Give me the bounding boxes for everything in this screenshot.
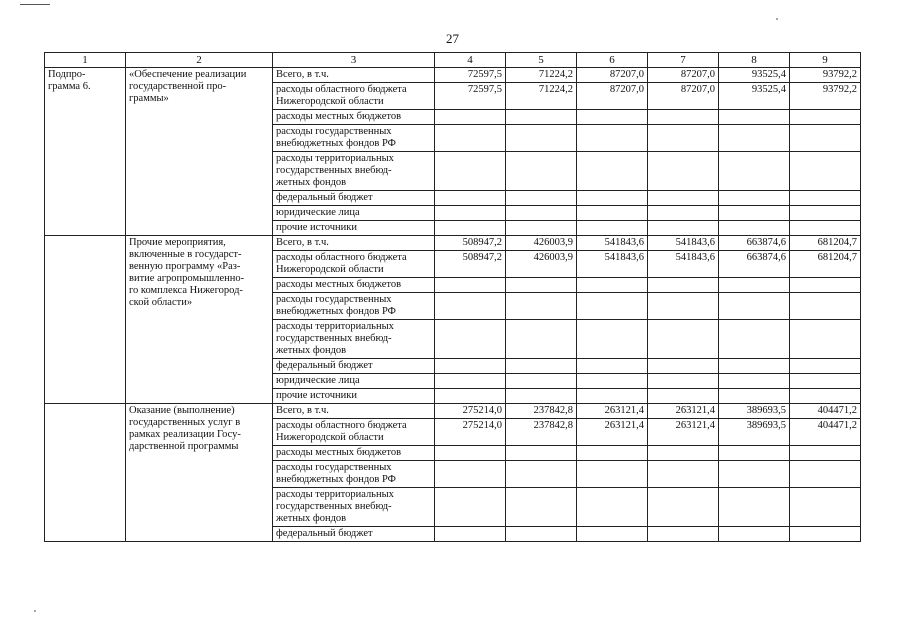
value-cell [719,110,790,125]
value-cell [719,374,790,389]
value-cell: 71224,2 [506,68,577,83]
value-cell [648,374,719,389]
value-cell [790,191,861,206]
value-cell [790,320,861,359]
column-header: 4 [435,53,506,68]
value-cell: 404471,2 [790,419,861,446]
value-cell: 237842,8 [506,404,577,419]
value-cell [506,125,577,152]
page-number: 27 [446,31,459,46]
value-cell [506,110,577,125]
value-cell: 263121,4 [577,419,648,446]
value-cell: 663874,6 [719,236,790,251]
value-cell: 87207,0 [648,83,719,110]
value-cell [648,527,719,542]
value-cell [790,152,861,191]
value-cell [506,221,577,236]
funding-source-cell: федеральный бюджет [273,191,435,206]
funding-source-cell: расходы местных бюджетов [273,278,435,293]
value-cell: 93792,2 [790,83,861,110]
value-cell [719,320,790,359]
top-rule [20,4,50,5]
funding-source-cell: федеральный бюджет [273,527,435,542]
program-name-cell: «Обеспечение реализации государственной про- граммы» [126,68,273,236]
value-cell: 275214,0 [435,419,506,446]
value-cell [577,374,648,389]
value-cell [648,191,719,206]
value-cell: 263121,4 [577,404,648,419]
value-cell [790,293,861,320]
value-cell [790,389,861,404]
value-cell: 93792,2 [790,68,861,83]
value-cell [577,446,648,461]
value-cell [790,221,861,236]
value-cell: 72597,5 [435,68,506,83]
value-cell: 93525,4 [719,68,790,83]
funding-source-cell: расходы областного бюджета Нижегородской области [273,419,435,446]
value-cell [719,221,790,236]
value-cell [506,446,577,461]
value-cell [435,191,506,206]
value-cell: 508947,2 [435,236,506,251]
value-cell [435,206,506,221]
funding-source-cell: прочие источники [273,389,435,404]
value-cell [719,527,790,542]
value-cell [435,374,506,389]
value-cell: 87207,0 [577,68,648,83]
funding-source-cell: расходы местных бюджетов [273,110,435,125]
funding-source-cell: расходы государственных внебюджетных фондов РФ [273,293,435,320]
value-cell [648,359,719,374]
funding-source-cell: прочие источники [273,221,435,236]
value-cell [790,359,861,374]
value-cell [790,125,861,152]
column-header: 5 [506,53,577,68]
scan-speck [34,610,36,612]
funding-source-cell: юридические лица [273,374,435,389]
value-cell [577,152,648,191]
value-cell [435,152,506,191]
value-cell: 71224,2 [506,83,577,110]
value-cell [577,389,648,404]
value-cell [648,293,719,320]
value-cell [435,446,506,461]
value-cell [435,110,506,125]
value-cell [719,359,790,374]
value-cell [719,293,790,320]
value-cell [719,461,790,488]
value-cell [790,446,861,461]
value-cell [577,125,648,152]
budget-table [44,52,861,542]
value-cell: 681204,7 [790,236,861,251]
value-cell [577,221,648,236]
value-cell [506,293,577,320]
value-cell [648,125,719,152]
value-cell: 263121,4 [648,419,719,446]
funding-source-cell: Всего, в т.ч. [273,404,435,419]
value-cell [577,293,648,320]
value-cell [506,488,577,527]
value-cell [648,278,719,293]
funding-source-cell: юридические лица [273,206,435,221]
table-row [45,68,861,83]
funding-source-cell: Всего, в т.ч. [273,236,435,251]
value-cell [719,206,790,221]
value-cell: 237842,8 [506,419,577,446]
value-cell [506,374,577,389]
value-cell: 426003,9 [506,251,577,278]
value-cell [435,221,506,236]
value-cell [648,389,719,404]
value-cell [790,461,861,488]
value-cell [719,191,790,206]
value-cell [506,389,577,404]
funding-source-cell: расходы областного бюджета Нижегородской области [273,83,435,110]
column-header: 7 [648,53,719,68]
subprogram-cell: Подпро- грамма 6. [45,68,126,236]
value-cell [435,278,506,293]
value-cell: 404471,2 [790,404,861,419]
value-cell [577,461,648,488]
value-cell [790,527,861,542]
value-cell [648,206,719,221]
value-cell [506,461,577,488]
funding-source-cell: Всего, в т.ч. [273,68,435,83]
value-cell: 541843,6 [577,251,648,278]
value-cell [435,527,506,542]
funding-source-cell: расходы территориальных государственных внебюд- жетных фондов [273,320,435,359]
value-cell: 72597,5 [435,83,506,110]
value-cell [435,320,506,359]
column-header: 8 [719,53,790,68]
value-cell [435,125,506,152]
value-cell [506,278,577,293]
value-cell: 87207,0 [577,83,648,110]
column-header: 9 [790,53,861,68]
value-cell [435,359,506,374]
program-name-cell: Оказание (выполнение) государственных услуг в рамках реализации Госу- дарственной программы [126,404,273,542]
value-cell [648,461,719,488]
value-cell [648,488,719,527]
value-cell: 389693,5 [719,404,790,419]
value-cell [648,221,719,236]
value-cell [719,278,790,293]
value-cell: 389693,5 [719,419,790,446]
value-cell [577,278,648,293]
value-cell [719,152,790,191]
column-header: 2 [126,53,273,68]
column-header: 6 [577,53,648,68]
funding-source-cell: расходы областного бюджета Нижегородской области [273,251,435,278]
value-cell: 93525,4 [719,83,790,110]
value-cell [506,152,577,191]
funding-source-cell: расходы территориальных государственных внебюд- жетных фондов [273,152,435,191]
funding-source-cell: расходы государственных внебюджетных фондов РФ [273,125,435,152]
column-header: 1 [45,53,126,68]
table-row [45,236,861,251]
value-cell [506,359,577,374]
value-cell [790,206,861,221]
value-cell: 508947,2 [435,251,506,278]
value-cell [790,278,861,293]
value-cell: 275214,0 [435,404,506,419]
value-cell [719,446,790,461]
value-cell [435,293,506,320]
header-row [45,53,861,68]
value-cell [577,206,648,221]
value-cell: 681204,7 [790,251,861,278]
value-cell [577,320,648,359]
scan-speck [776,18,778,20]
value-cell [648,110,719,125]
value-cell: 263121,4 [648,404,719,419]
program-name-cell: Прочие мероприятия, включенные в государст- венную программу «Раз- витие агропромышленно- го комплекса Нижегород- ской области» [126,236,273,404]
value-cell [506,206,577,221]
value-cell [506,320,577,359]
value-cell: 426003,9 [506,236,577,251]
subprogram-cell [45,236,126,404]
value-cell [506,527,577,542]
value-cell [577,191,648,206]
value-cell: 541843,6 [648,236,719,251]
value-cell [719,389,790,404]
funding-source-cell: расходы государственных внебюджетных фондов РФ [273,461,435,488]
value-cell [435,461,506,488]
value-cell [719,488,790,527]
value-cell [648,152,719,191]
value-cell [648,446,719,461]
value-cell [577,110,648,125]
value-cell: 87207,0 [648,68,719,83]
funding-source-cell: расходы местных бюджетов [273,446,435,461]
value-cell [506,191,577,206]
value-cell: 541843,6 [577,236,648,251]
funding-source-cell: федеральный бюджет [273,359,435,374]
value-cell: 541843,6 [648,251,719,278]
table-row [45,404,861,419]
value-cell [790,488,861,527]
column-header: 3 [273,53,435,68]
value-cell [435,389,506,404]
value-cell [577,527,648,542]
value-cell [577,488,648,527]
value-cell: 663874,6 [719,251,790,278]
value-cell [790,110,861,125]
value-cell [648,320,719,359]
value-cell [435,488,506,527]
value-cell [719,125,790,152]
value-cell [577,359,648,374]
funding-source-cell: расходы территориальных государственных внебюд- жетных фондов [273,488,435,527]
value-cell [790,374,861,389]
subprogram-cell [45,404,126,542]
